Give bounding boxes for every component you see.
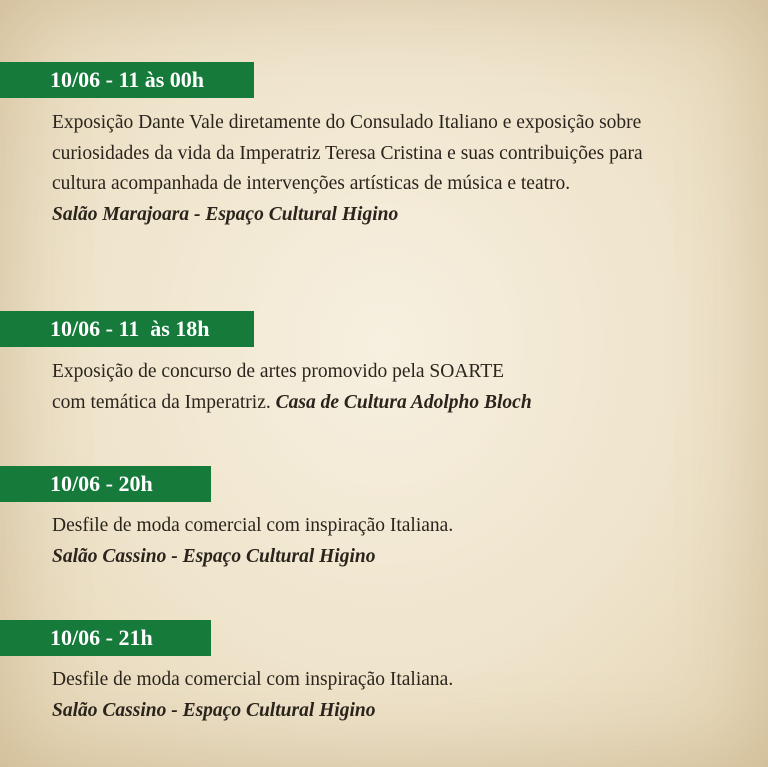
event-description-line1: Exposição de concurso de artes promovido pela SOARTE [52, 361, 505, 382]
event-location: Casa de Cultura Adolpho Bloch [275, 391, 532, 413]
event-description [52, 108, 692, 230]
event-date-tag: 10/06 - 11 às 18h [0, 311, 254, 347]
event-date-tag: 10/06 - 21h [0, 620, 211, 656]
event-description [52, 357, 692, 418]
event-description-text: Desfile de moda comercial com inspiração Italiana. [52, 669, 454, 690]
event-location: Salão Cassino - Espaço Cultural Higino [52, 545, 376, 567]
event-description-text: Desfile de moda comercial com inspiração Italiana. [52, 515, 454, 536]
event-description-text: Exposição Dante Vale diretamente do Consulado Italiano e exposição sobre curiosidades da vida da Imperatriz Teresa Cristina e suas contribuições para cultura acompanhada de intervenções artísticas de música e teatro. [52, 112, 643, 194]
event-description [52, 511, 692, 572]
event-location: Salão Marajoara - Espaço Cultural Higino [52, 203, 399, 225]
event-description [52, 665, 692, 726]
event-description-line2: com temática da Imperatriz. [52, 391, 271, 413]
event-date-tag: 10/06 - 11 às 00h [0, 62, 254, 98]
event-location: Salão Cassino - Espaço Cultural Higino [52, 699, 376, 721]
event-date-tag: 10/06 - 20h [0, 466, 211, 502]
